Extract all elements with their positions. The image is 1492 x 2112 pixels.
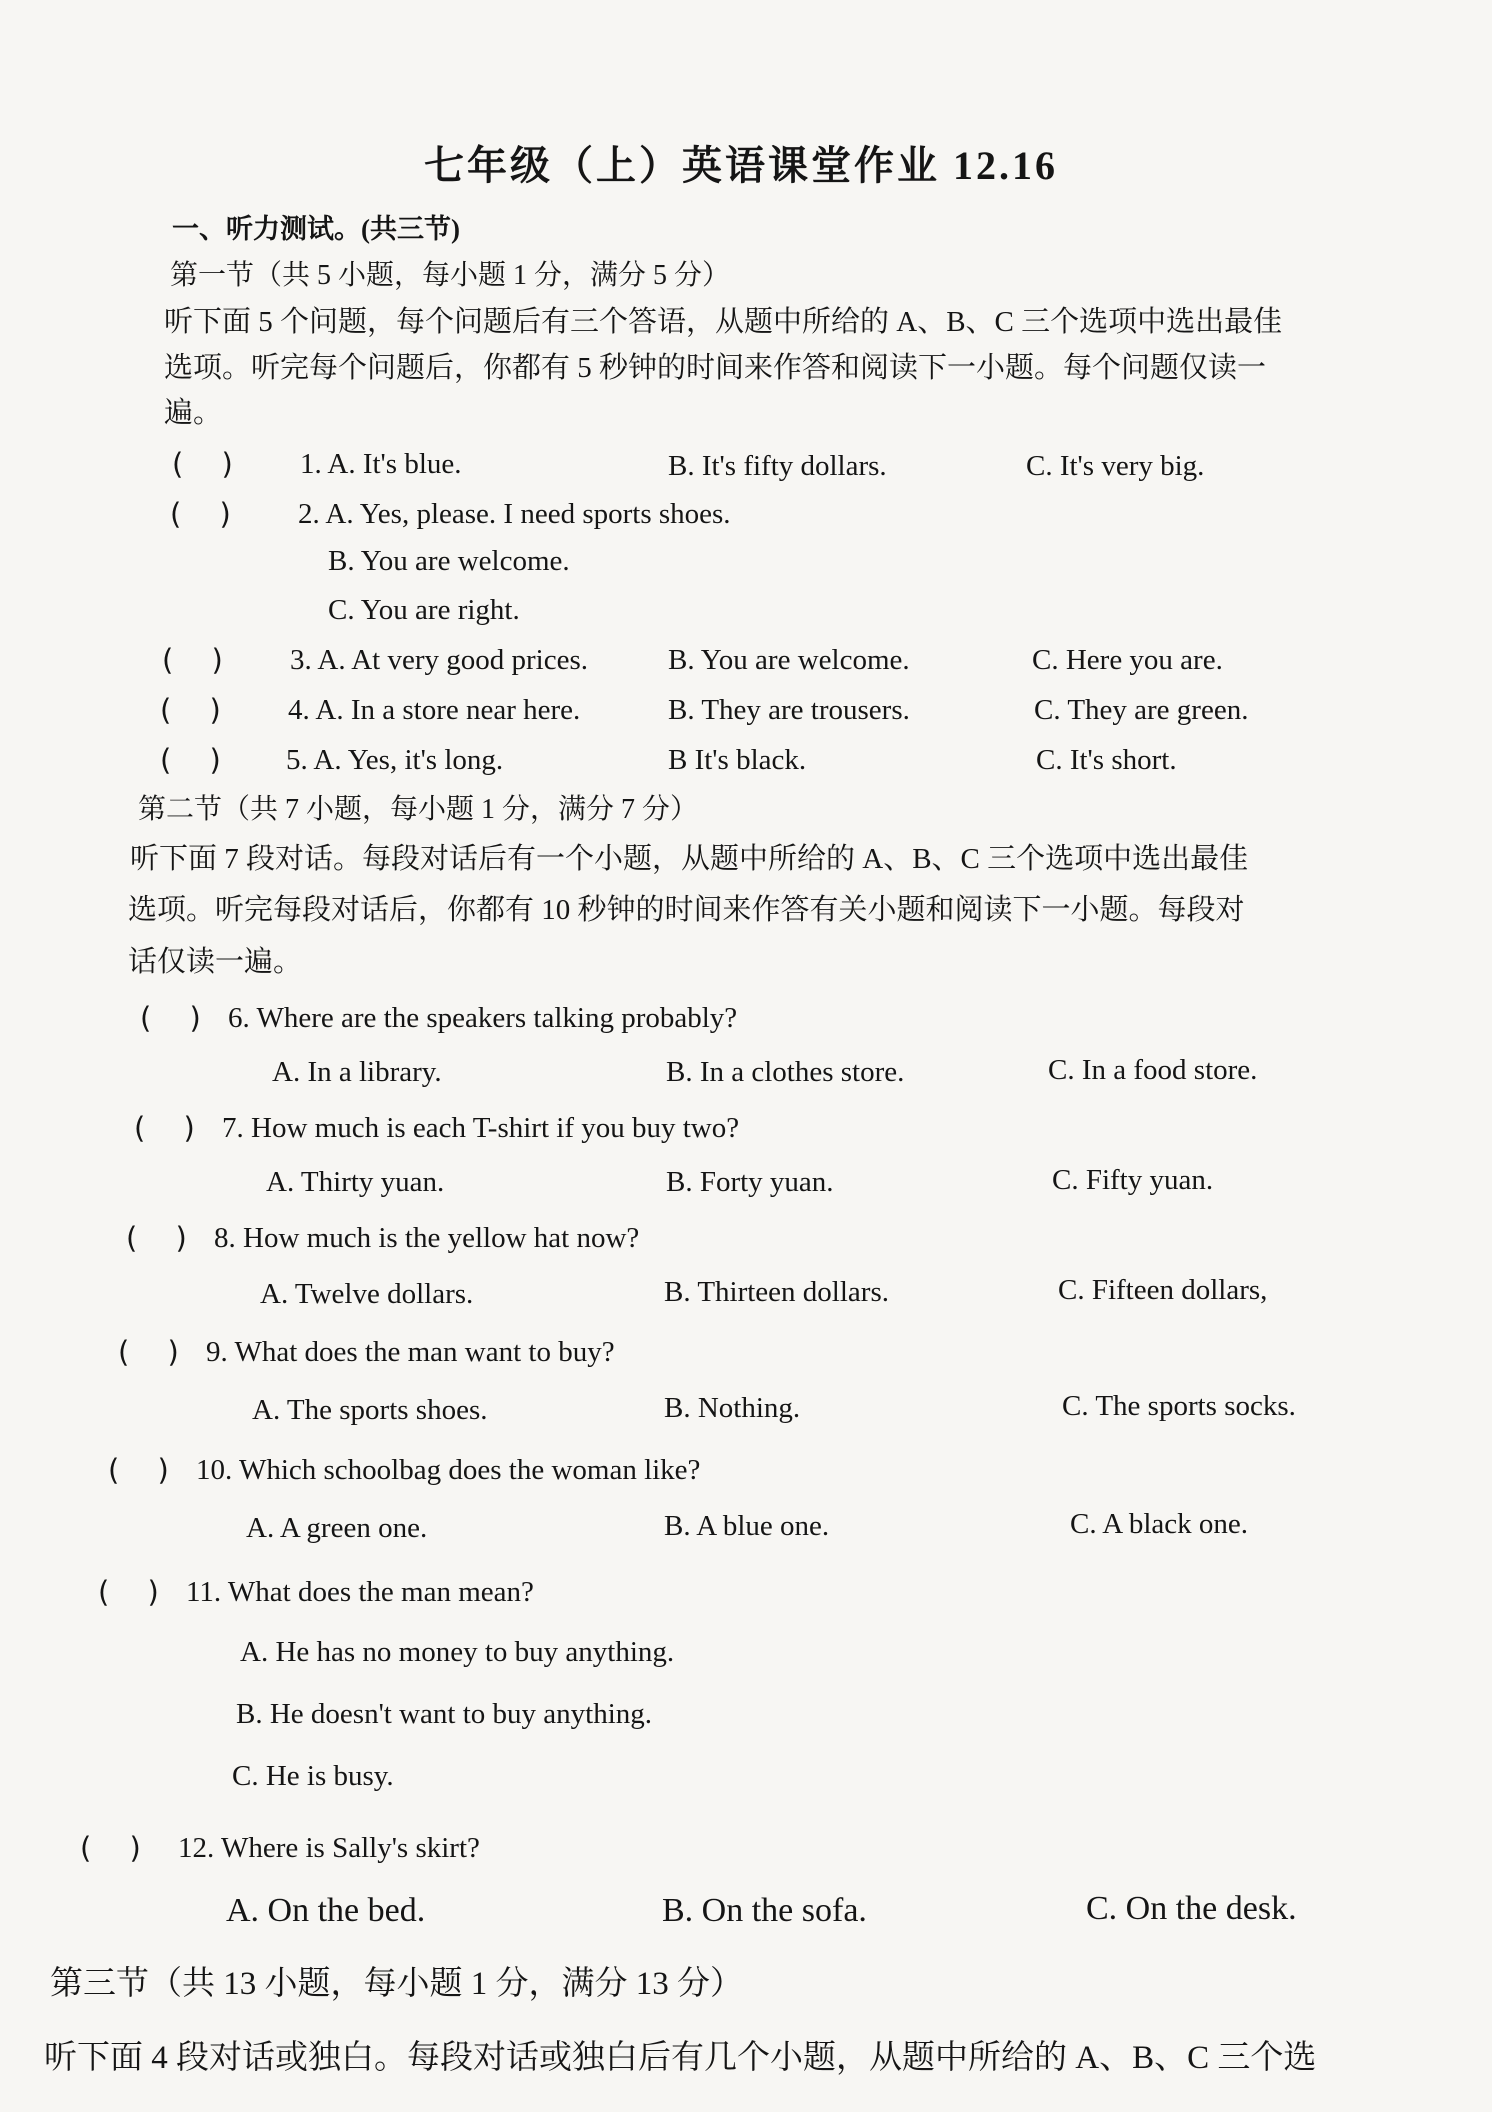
- question-9-option-c: C. The sports socks.: [1062, 1390, 1296, 1422]
- question-9-text: 9. What does the man want to buy?: [206, 1336, 615, 1368]
- section2-instruction-line: 话仅读一遍。: [128, 946, 303, 978]
- answer-blank[interactable]: ( ): [80, 1831, 141, 1865]
- answer-blank[interactable]: ( ): [126, 1221, 187, 1255]
- question-8-text: 8. How much is the yellow hat now?: [214, 1222, 640, 1254]
- answer-blank[interactable]: ( ): [160, 743, 221, 777]
- question-2-option-b: B. You are welcome.: [328, 545, 570, 577]
- question-9-option-a: A. The sports shoes.: [252, 1394, 488, 1426]
- question-4-option-c: C. They are green.: [1034, 694, 1249, 726]
- part-heading: 一、听力测试。(共三节): [172, 214, 460, 244]
- question-4-option-a: 4. A. In a store near here.: [288, 694, 581, 726]
- section2-heading: 第二节（共 7 小题，每小题 1 分，满分 7 分）: [138, 794, 699, 825]
- question-2-option-c: C. You are right.: [328, 594, 520, 626]
- section1-instruction-line: 听下面 5 个问题，每个问题后有三个答语，从题中所给的 A、B、C 三个选项中选出最佳: [164, 306, 1283, 338]
- question-11-text: 11. What does the man mean?: [186, 1576, 534, 1608]
- answer-blank[interactable]: ( ): [118, 1335, 179, 1369]
- question-7-option-c: C. Fifty yuan.: [1052, 1164, 1214, 1196]
- question-5-option-a: 5. A. Yes, it's long.: [286, 744, 504, 776]
- answer-blank[interactable]: ( ): [162, 643, 223, 677]
- question-2-option-a: 2. A. Yes, please. I need sports shoes.: [298, 498, 731, 530]
- answer-blank[interactable]: ( ): [140, 1001, 201, 1035]
- question-3-option-c: C. Here you are.: [1032, 644, 1223, 676]
- answer-blank[interactable]: ( ): [172, 447, 233, 481]
- question-7-option-a: A. Thirty yuan.: [266, 1166, 445, 1198]
- question-10-option-b: B. A blue one.: [664, 1510, 830, 1542]
- section1-instruction-line: 遍。: [164, 397, 223, 429]
- answer-blank[interactable]: ( ): [98, 1575, 159, 1609]
- question-6-text: 6. Where are the speakers talking probably?: [228, 1002, 738, 1034]
- answer-blank[interactable]: ( ): [170, 497, 231, 531]
- answer-blank[interactable]: ( ): [160, 693, 221, 727]
- question-10-text: 10. Which schoolbag does the woman like?: [196, 1454, 701, 1486]
- question-5-option-b: B It's black.: [668, 744, 807, 776]
- section2-instruction-line: 选项。听完每段对话后，你都有 10 秒钟的时间来作答有关小题和阅读下一小题。每段对: [128, 894, 1245, 926]
- section3-heading: 第三节（共 13 小题，每小题 1 分，满分 13 分）: [50, 1966, 743, 2002]
- section1-instruction-line: 选项。听完每个问题后，你都有 5 秒钟的时间来作答和阅读下一小题。每个问题仅读一: [164, 352, 1267, 384]
- question-8-option-b: B. Thirteen dollars.: [664, 1276, 889, 1308]
- question-6-option-b: B. In a clothes store.: [666, 1056, 905, 1088]
- section3-instruction-line: 听下面 4 段对话或独白。每段对话或独白后有几个小题，从题中所给的 A、B、C 三个选: [44, 2040, 1317, 2076]
- question-7-text: 7. How much is each T-shirt if you buy two?: [222, 1112, 740, 1144]
- question-3-option-b: B. You are welcome.: [668, 644, 910, 676]
- section2-instruction-line: 听下面 7 段对话。每段对话后有一个小题，从题中所给的 A、B、C 三个选项中选出最佳: [130, 843, 1249, 875]
- question-9-option-b: B. Nothing.: [664, 1392, 801, 1424]
- section1-heading: 第一节（共 5 小题，每小题 1 分，满分 5 分）: [170, 260, 731, 291]
- question-1-option-a: 1. A. It's blue.: [300, 448, 462, 480]
- question-1-option-b: B. It's fifty dollars.: [668, 450, 887, 482]
- question-12-option-b: B. On the sofa.: [662, 1892, 867, 1929]
- question-6-option-c: C. In a food store.: [1048, 1054, 1258, 1086]
- worksheet-title: 七年级（上）英语课堂作业 12.16: [424, 143, 1058, 188]
- question-6-option-a: A. In a library.: [272, 1056, 442, 1088]
- question-4-option-b: B. They are trousers.: [668, 694, 910, 726]
- question-12-option-c: C. On the desk.: [1086, 1890, 1297, 1927]
- question-11-option-c: C. He is busy.: [232, 1760, 394, 1792]
- question-8-option-a: A. Twelve dollars.: [260, 1278, 474, 1310]
- question-3-option-a: 3. A. At very good prices.: [290, 644, 589, 676]
- question-10-option-c: C. A black one.: [1070, 1508, 1249, 1540]
- question-11-option-a: A. He has no money to buy anything.: [240, 1636, 675, 1668]
- question-12-text: 12. Where is Sally's skirt?: [178, 1832, 480, 1864]
- answer-blank[interactable]: ( ): [108, 1453, 169, 1487]
- question-8-option-c: C. Fifteen dollars,: [1058, 1274, 1268, 1306]
- question-7-option-b: B. Forty yuan.: [666, 1166, 834, 1198]
- question-12-option-a: A. On the bed.: [226, 1892, 426, 1929]
- question-11-option-b: B. He doesn't want to buy anything.: [236, 1698, 653, 1730]
- answer-blank[interactable]: ( ): [134, 1111, 195, 1145]
- question-10-option-a: A. A green one.: [246, 1512, 428, 1544]
- question-5-option-c: C. It's short.: [1036, 744, 1177, 776]
- question-1-option-c: C. It's very big.: [1026, 450, 1205, 482]
